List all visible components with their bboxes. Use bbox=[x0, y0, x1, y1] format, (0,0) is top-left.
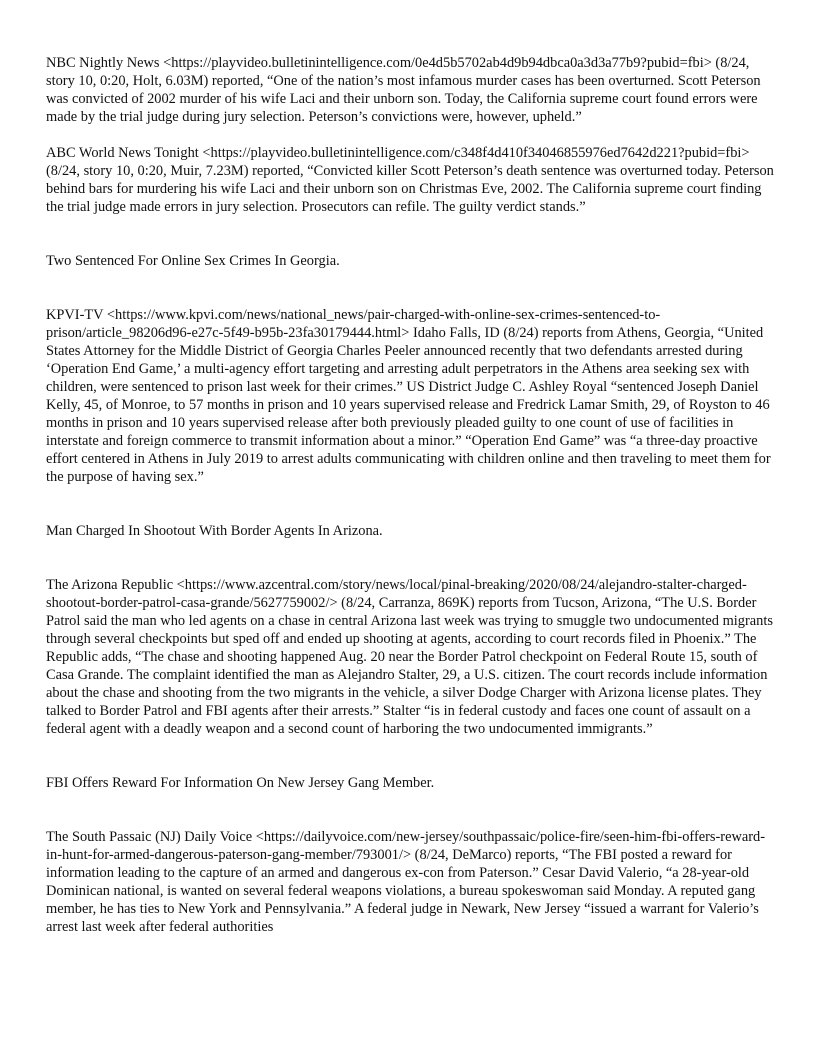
article-paragraph-abc: ABC World News Tonight <https://playvideo.bulletinintelligence.com/c348f4d410f34046855976ed7642d221?pubid=fbi> (8/24, story 10, 0:20, Muir, 7.23M) reported, “Convicted killer Scott Peterson’s death sentence was overturned today. Peterson behind bars for murdering his wife Laci and their unborn son on Christmas Eve, 2002. The California supreme court finding the trial judge made errors in jury selection. Prosecutors can refile. The guilty verdict stands.” bbox=[46, 145, 774, 215]
article-paragraph-nbc: NBC Nightly News <https://playvideo.bulletinintelligence.com/0e4d5b5702ab4d9b94dbca0a3d3a77b9?pubid=fbi> (8/24, story 10, 0:20, Holt, 6.03M) reported, “One of the nation’s most infamous murder cases has been overturned. Scott Peterson was convicted of 2002 murder of his wife Laci and their unborn son. Today, the California supreme court found errors were made by the trial judge during jury selection. Peterson’s convictions were, however, upheld.” bbox=[46, 55, 761, 125]
document-page bbox=[46, 54, 776, 936]
section-heading-arizona: Man Charged In Shootout With Border Agents In Arizona. bbox=[46, 523, 383, 539]
article-paragraph-kpvi: KPVI-TV <https://www.kpvi.com/news/national_news/pair-charged-with-online-sex-crimes-sentenced-to-prison/article_98206d96-e27c-5f49-b95b-23fa30179444.html> Idaho Falls, ID (8/24) reports from Athens, Georgia, “United States Attorney for the Middle District of Georgia Charles Peeler announced recently that two defendants arrested during ‘Operation End Game,’ a multi-agency effort targeting and arresting adult perpetrators in the Athens area seeking sex with children, were sentenced to prison last week for their crimes.” US District Judge C. Ashley Royal “sentenced Joseph Daniel Kelly, 45, of Monroe, to 57 months in prison and 10 years supervised release and Fredrick Lamar Smith, 29, of Royston to 46 months in prison and 10 years supervised release after both previously pleaded guilty to one count of use of facilities in interstate and foreign commerce to transmit information about a minor.” “Operation End Game” was “a three-day proactive effort centered in Athens in July 2019 to arrest adults communicating with children online and then traveling to meet them for the purpose of having sex.” bbox=[46, 307, 771, 485]
article-paragraph-azcentral: The Arizona Republic <https://www.azcentral.com/story/news/local/pinal-breaking/2020/08/24/alejandro-stalter-charged-shootout-border-patrol-casa-grande/5627759002/> (8/24, Carranza, 869K) reports from Tucson, Arizona, “The U.S. Border Patrol said the man who led agents on a chase in central Arizona last week was trying to smuggle two undocumented migrants through several checkpoints but sped off and ended up shooting at agents, according to court records filed in Phoenix.” The Republic adds, “The chase and shooting happened Aug. 20 near the Border Patrol checkpoint on Federal Route 15, south of Casa Grande. The complaint identified the man as Alejandro Stalter, 29, a U.S. citizen. The court records include information about the chase and shooting from the two migrants in the vehicle, a silver Dodge Charger with Arizona license plates. They talked to Border Patrol and FBI agents after their arrests.” Stalter “is in federal custody and faces one count of assault on a federal agent with a deadly weapon and a second count of harboring the two undocumented immigrants.” bbox=[46, 577, 773, 737]
section-heading-georgia: Two Sentenced For Online Sex Crimes In Georgia. bbox=[46, 253, 340, 269]
article-paragraph-dailyvoice: The South Passaic (NJ) Daily Voice <https://dailyvoice.com/new-jersey/southpassaic/police-fire/seen-him-fbi-offers-reward-in-hunt-for-armed-dangerous-paterson-gang-member/793001/> (8/24, DeMarco) reports, “The FBI posted a reward for information leading to the capture of an armed and dangerous ex-con from Paterson.” Cesar David Valerio, “a 28-year-old Dominican national, is wanted on several federal weapons violations, a bureau spokeswoman said Monday. A reputed gang member, he has ties to New York and Pennsylvania.” A federal judge in Newark, New Jersey “issued a warrant for Valerio’s arrest last week after federal authorities bbox=[46, 829, 766, 935]
section-heading-new-jersey: FBI Offers Reward For Information On New Jersey Gang Member. bbox=[46, 775, 435, 791]
